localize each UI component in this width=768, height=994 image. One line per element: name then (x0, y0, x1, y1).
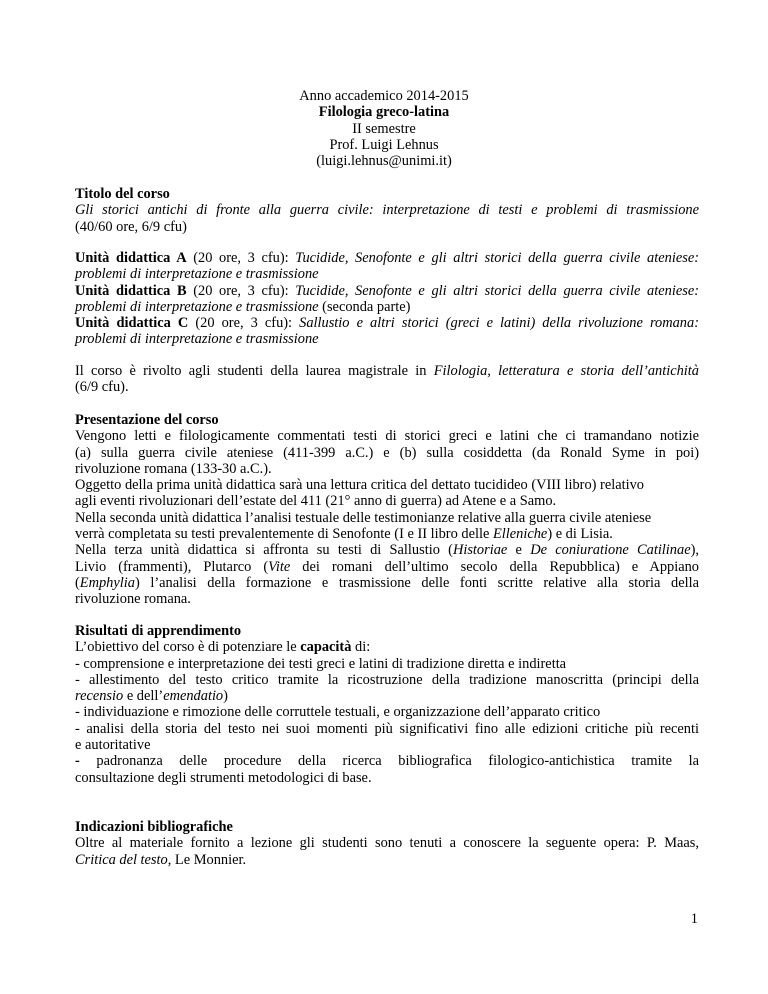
section-bibliografia: Indicazioni bibliografiche Oltre al materiale fornito a lezione gli studenti sono tenuti a conoscere la seguente opera: P. Maas, Critica del testo, Le Monnier. (75, 819, 699, 868)
section-heading: Titolo del corso (75, 186, 170, 202)
section-titolo (75, 186, 699, 235)
section-presentazione: Presentazione del corso Vengono letti e filologicamente commentati testi di storici greci e latini che ci tramandano notizie (a) sulla guerra civile ateniese (411-399 a.C.) e (b) sulla cosiddetta (da Ronald Syme in poi) rivoluzione romana (133-30 a.C.). Oggetto della prima unità didattica sarà una lettura critica del dettato tucidideo (VIII libro) relativo agli eventi rivoluzionari dell’estate del 411 (21° anno di guerra) ad Atene e a Samo. Nella seconda unità didattica l’analisi testuale delle testimonianze relative alla guerra civile ateniese verrà completata su testi prevalentemente di Senofonte (I e II libro delle Elleniche) e di Lisia. Nella terza unità didattica si affronta su testi di Sallustio (Historiae e De coniuratione Catilinae), Livio (frammenti), Plutarco (Vite dei romani dell’ultimo secolo della Repubblica) e Appiano (Emphylia) l’analisi della formazione e trasmissione delle fonti scritte relative alla storia della rivoluzione romana. (75, 412, 699, 608)
list-item: - allestimento del testo critico tramite la ricostruzione della tradizione manoscritta (principi della (75, 671, 699, 688)
professor-email: (luigi.lehnus@unimi.it) (316, 153, 452, 170)
section-heading: Presentazione del corso (75, 412, 219, 428)
unit-a: Unità didattica A (20 ore, 3 cfu): Tucidide, Senofonte e gli altri storici della guerra civile ateniese: (75, 250, 700, 266)
course-header (0, 88, 768, 169)
course-title: Gli storici antichi di fronte alla guerra civile: interpretazione di testi e problemi di trasmissione (75, 202, 699, 219)
course-name: Filologia greco-latina (318, 104, 450, 121)
academic-year: Anno accademico 2014-2015 (299, 88, 469, 104)
unit-c: Unità didattica C (20 ore, 3 cfu): Sallustio e altri storici (greci e latini) della rivoluzione romana: (75, 315, 699, 332)
section-units: Unità didattica A (20 ore, 3 cfu): Tucidide, Senofonte e gli altri storici della guerra civile ateniese: problemi di interpretazione e trasmissione Unità didattica B (20 ore, 3 cfu): Tucidide, Senofonte e gli altri storici della guerra civile ateniese: problemi di interpretazione e trasmissione (seconda parte) Unità didattica C (20 ore, 3 cfu): Sallustio e altri storici (greci e latini) della rivoluzione romana: problemi di interpretazione e trasmissione (75, 250, 700, 348)
section-risultati: Risultati di apprendimento L’obiettivo del corso è di potenziare le capacità di: - comprensione e interpretazione dei testi greci e latini di tradizione diretta e indiretta - allestimento del testo critico tramite la ricostruzione della tradizione manoscritta (principi della recensio e dell’emendatio) - individuazione e rimozione delle corruttele testuali, e organizzazione dell’apparato critico - analisi della storia del testo nei suoi momenti più significativi fino alle edizioni critiche più recenti e autoritative - padronanza delle procedure della ricerca bibliografica filologico-antichistica tramite la consultazione degli strumenti metodologici di base. (75, 623, 699, 786)
section-audience: Il corso è rivolto agli studenti della laurea magistrale in Filologia, letteratura e storia dell’antichità (6/9 cfu). (75, 363, 699, 396)
semester: II semestre (352, 120, 416, 137)
unit-b: Unità didattica B (20 ore, 3 cfu): Tucidide, Senofonte e gli altri storici della guerra civile ateniese: (75, 282, 700, 299)
list-item: - analisi della storia del testo nei suoi momenti più significativi fino alle edizioni critiche più recenti (75, 720, 699, 737)
course-hours: (40/60 ore, 6/9 cfu) (75, 218, 187, 235)
page-number: 1 (690, 911, 698, 927)
section-heading: Risultati di apprendimento (75, 623, 242, 639)
professor-name: Prof. Luigi Lehnus (329, 136, 439, 153)
list-item: - padronanza delle procedure della ricerca bibliografica filologico-antichistica tramite la (75, 753, 699, 770)
list-item: - comprensione e interpretazione dei testi greci e latini di tradizione diretta e indiretta (75, 655, 567, 672)
list-item: - individuazione e rimozione delle corruttele testuali, e organizzazione dell’apparato critico (75, 704, 601, 721)
section-heading: Indicazioni bibliografiche (75, 819, 233, 835)
